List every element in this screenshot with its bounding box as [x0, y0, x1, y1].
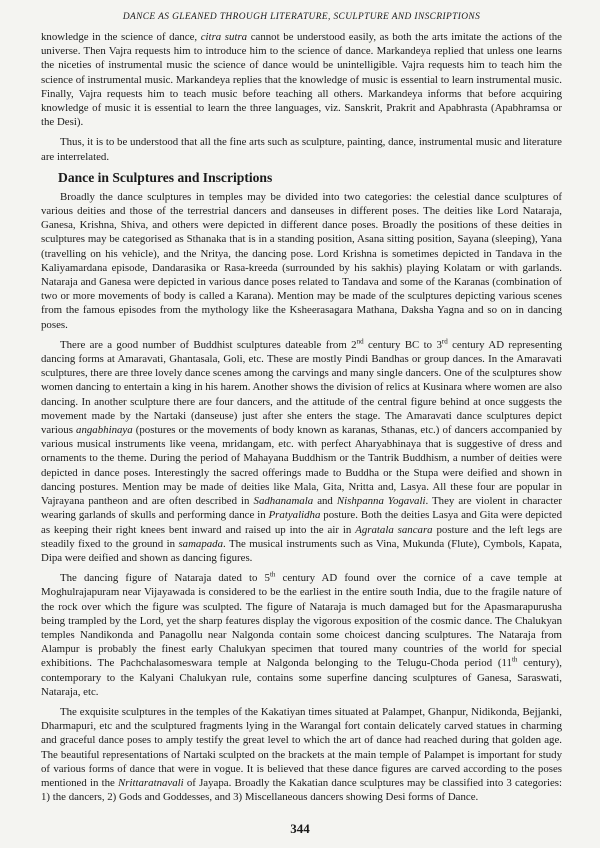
- paragraph: Broadly the dance sculptures in temples may be divided into two categories: the celestial dance sculptures of various deities and those of the terrestrial dancers and danseuses in different poses. The deities like Lord Nataraja, Ganesa, Krishna, Shiva, and others were depicted in different dance poses. Broadly the positions of these deities in sculptures may be categorised as Sthanaka that is in a standing position, Asana sitting position, Sayana (sleeping), Yana (travelling on his vehicle), and the Nritya, the dancing pose. Lord Krishna is sometimes depicted in Tandava in the Kaliyamardana episode, Dandarasika or Rasa-kreeda (surrounded by his sakhis) playing Kolatam or with garlands. Nataraja and Ganesa were depicted in various dance poses related to Tandava and some of the Karanas (combination of two or more movements of body is called a Karana). Mention may be made of the sculptures depicting various scenes from the famous episodes from the mythology like the Ksheerasagara Mathana, Daksha Yagna and so on in dancing poses.: [41, 190, 562, 331]
- page-number: 344: [290, 821, 310, 836]
- paragraph: There are a good number of Buddhist sculptures dateable from 2nd century BC to 3rd century AD representing dancing forms at Amaravati, Ghantasala, Goli, etc. These are mostly Pindi Bandhas or group dances. In the Amaravati sculptures, there are three lovely dance scenes among the carvings and many single dancers. One of the sculptures show women dancing to entertain a king in his harem. Another shows the division of relics at Kusinara where women are also dancing. In another sculpture there are four dancers, and the attitude of the central figure behind at once suggests the movement made by the Nartaki (danseuse) just after she enters the stage. The Amaravati dance sculptures depict various angabhinaya (postures or the movements of body known as karanas, Sthanas, etc.) of dancers accompanied by various musical instruments like veena, mridangam, etc. with perfect Aharyabhinaya that is suggestive of dress and ornaments to the theme. During the period of Mahayana Buddhism or the Tantrik Buddhism, a number of deities were depicted in dance poses. Interestingly the sacred offerings made to Buddha or the Stupa were deified and shown in dancing postures. Mention may be made of deities like Mala, Gita, Nritta and, Lasya. All these four are popular in Vajrayana pantheon and are often described in Sadhanamala and Nishpanna Yogavali. They are violent in character wearing garlands of skulls and performing dance in Pratyalidha posture. Both the deities Lasya and Gita were depicted as keeping their right knees bent inward and raised up into the air in Agratala sancara posture and the left legs are steadily fixed to the ground in samapada. The musical instruments such as Vina, Mukunda (Flute), Cymbols, Kapata, Dipa were deified and shown as dancing figures.: [41, 337, 563, 564]
- section-heading: Dance in Sculptures and Inscriptions: [58, 169, 273, 185]
- paragraph: The dancing figure of Nataraja dated to 5th century AD found over the cornice of a cave temple at Moghulrajapuram near Vijayawada is considered to be the earliest in the entire south India, due to the fragile nature of the rock over which the figure was sculpted. The figure of Nataraja is much damaged but for the Apasmarapurusha being trampled by the Lord, yet the sharp features display the vigorous exposition of the cosmic dance. The Chalukyan temples Nandikonda and Panagollu near Nalgonda contain some choicest dancing sculptures. The Nataraja from Alampur is probably the finest early Chalukyan specimen that toured many countries of the world for special exhibitions. The Pachchalasomeswara temple at Nalgonda belonging to the Telugu-Choda period (11th century), contemporary to the Kalyani Chalukyan rule, contains some superfine dancing sculptures of Ganesa, Saraswati, Nataraja, etc.: [41, 570, 562, 698]
- paragraph: knowledge in the science of dance, citra sutra cannot be understood easily, as both the arts imitate the actions of the universe. Then Vajra requests him to introduce him to the science of dance. Markandeya replied that unless one learns the niceties of instrumental music the science of dance would be unintelligible. Vajra requests him to teach him the science of instrumental music. Markandeya replies that the knowledge of music is essential to learn instrumental music. Finally, Vajra requests him to teach music before teaching all others. Markandeya informs that before acquiring knowledge of music it is essential to learn the three languages, viz. Sanskrit, Prakrit and Apabhrasta (Apabhramsa or the Desi).: [41, 31, 562, 129]
- paragraph: Thus, it is to be understood that all the fine arts such as sculpture, painting, dance, instrumental music and literature are interrelated.: [41, 136, 562, 163]
- paragraph: The exquisite sculptures in the temples of the Kakatiyan times situated at Palampet, Ghanpur, Nidikonda, Bejjanki, Dharmapuri, etc and the sculptured fragments lying in the Warangal fort contain delicately carved statues in charming and graceful dance poses to amply testify the great level to which the art of dance had reached during that golden age. The beautiful representations of Nartaki sculpted on the brackets at the main temple of Palampet is important for study of various forms of dance that were in vogue. It is believed that these dance figures are carved according to the poses mentioned in the Nrittaratnavali of Jayapa. Broadly the Kakatian dance sculptures may be classified into 3 categories: 1) the dancers, 2) Gods and Goddesses, and 3) Miscellaneous dancers showing Desi forms of Dance.: [41, 705, 563, 804]
- running-head: DANCE AS GLEANED THROUGH LITERATURE, SCULPTURE AND INSCRIPTIONS: [122, 12, 481, 22]
